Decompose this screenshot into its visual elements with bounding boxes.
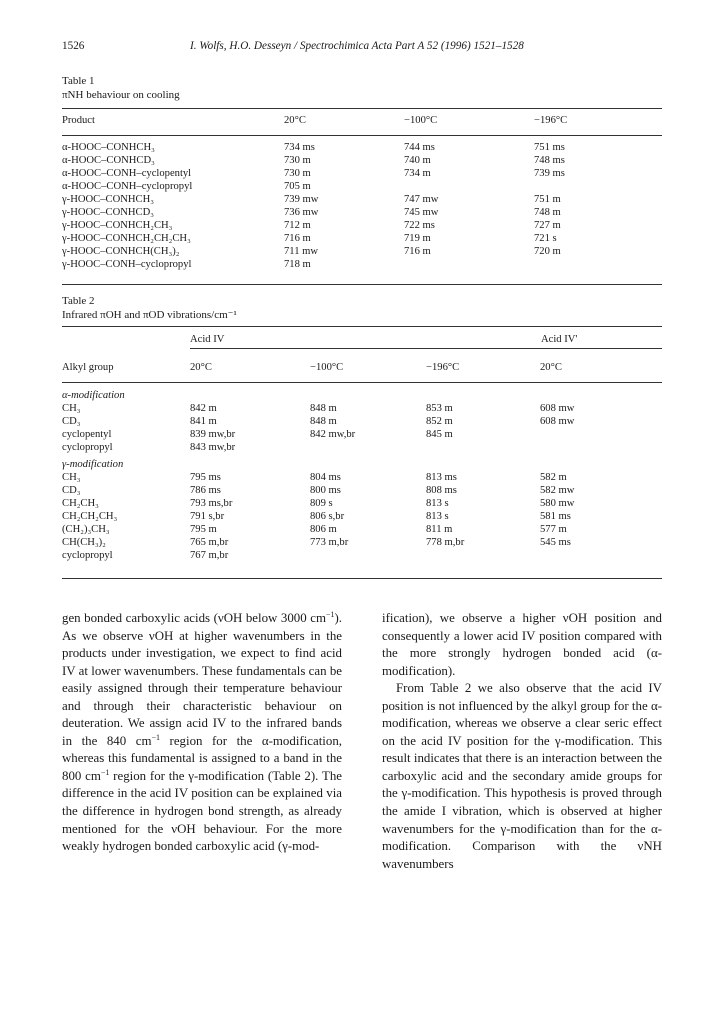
value-cell: [540, 441, 662, 454]
value-cell: 580 mw: [540, 498, 575, 509]
value-cell: [540, 549, 662, 562]
table-row: [62, 497, 662, 510]
value-cell: 740 m: [404, 155, 431, 166]
product-cell: γ-HOOC–CONHCD₃: [62, 207, 154, 218]
alkyl-group-cell: CH₂CH₃: [62, 498, 99, 509]
column-header: −100°C: [404, 115, 438, 126]
column-header: −196°C: [534, 115, 568, 126]
table2-header-rule: [62, 382, 662, 383]
table1-title: πNH behaviour on cooling: [62, 89, 180, 101]
value-cell: 813 s: [426, 498, 449, 509]
value-cell: 765 m,br: [190, 537, 229, 548]
table-row: [62, 141, 662, 154]
value-cell: 545 ms: [540, 537, 571, 548]
value-cell: 582 m: [540, 472, 567, 483]
table1-header: [62, 114, 662, 127]
body-paragraph: [62, 610, 342, 856]
body-paragraph: From Table 2 we also observe that the acid IV position is not influenced by the alkyl group for the α-modification, whereas we observe a clear seric effect on the acid IV position for the γ-modification. This result indicates that there is an interaction between the carboxylic acid and the secondary amide groups for the γ-modification. This hypothesis is proved through the amide I vibration, which is observed at higher wavenumbers for the γ-modification than for the α-modification. Comparison with the νNH wavenumbers: [382, 681, 662, 871]
text-run: ). As we observe νOH at higher wavenumbers in the products under investigation, we expect to find acid IV at lower wavenumbers. These fundamentals can be easily assigned through their temperature behaviour and through their characteristic behaviour on deuteration. We assign acid IV to the infrared bands in the 840 cm: [62, 611, 342, 748]
table-row: [62, 415, 662, 428]
value-cell: 843 mw,br: [190, 442, 236, 453]
section-row: [62, 389, 662, 402]
value-cell: 804 ms: [310, 472, 341, 483]
value-cell: 711 mw: [284, 246, 319, 257]
page-number: 1526: [62, 40, 85, 52]
alkyl-group-cell: cyclopentyl: [62, 429, 112, 440]
column-header: 20°C: [540, 362, 562, 373]
value-cell: 581 ms: [540, 511, 571, 522]
value-cell: 809 s: [310, 498, 333, 509]
value-cell: 608 mw: [540, 416, 575, 427]
value-cell: [534, 180, 662, 193]
column-header: 20°C: [190, 362, 212, 373]
value-cell: 739 ms: [534, 168, 565, 179]
value-cell: 795 m: [190, 524, 217, 535]
value-cell: 778 m,br: [426, 537, 465, 548]
value-cell: 722 ms: [404, 220, 435, 231]
table-row: [62, 232, 662, 245]
table2-group-rule: [190, 348, 662, 349]
alkyl-group-cell: CD₃: [62, 416, 81, 427]
value-cell: 795 ms: [190, 472, 221, 483]
table-row: [62, 402, 662, 415]
table2-title: Infrared πOH and πOD vibrations/cm⁻¹: [62, 309, 237, 321]
table-row: [62, 471, 662, 484]
value-cell: 813 s: [426, 511, 449, 522]
column-header: Product: [62, 115, 95, 126]
alkyl-group-cell: CD₃: [62, 485, 81, 496]
column-header: Alkyl group: [62, 362, 114, 373]
alkyl-group-cell: cyclopropyl: [62, 442, 113, 453]
value-cell: 734 m: [404, 168, 431, 179]
value-cell: 730 m: [284, 155, 311, 166]
value-cell: 852 m: [426, 416, 453, 427]
table-row: [62, 258, 662, 271]
value-cell: 582 mw: [540, 485, 575, 496]
product-cell: γ-HOOC–CONHCH₃: [62, 194, 154, 205]
value-cell: 730 m: [284, 168, 311, 179]
value-cell: 808 ms: [426, 485, 457, 496]
table2-label: Table 2: [62, 295, 95, 307]
value-cell: 813 ms: [426, 472, 457, 483]
value-cell: 608 mw: [540, 403, 575, 414]
value-cell: 734 ms: [284, 142, 315, 153]
running-header: [62, 40, 662, 56]
value-cell: 751 m: [534, 194, 561, 205]
column-header: −196°C: [426, 362, 460, 373]
table-row: [62, 549, 662, 562]
value-cell: 842 m: [190, 403, 217, 414]
value-cell: 853 m: [426, 403, 453, 414]
value-cell: [426, 441, 540, 454]
value-cell: 842 mw,br: [310, 429, 356, 440]
table-row: [62, 206, 662, 219]
value-cell: 716 m: [404, 246, 431, 257]
product-cell: α-HOOC–CONHCH₃: [62, 142, 155, 153]
table-row: [62, 167, 662, 180]
text-run: region for the γ-modification (Table 2). The difference in the acid IV position can be explained via the difference in hydrogen bond strength, as already mentioned for the νOH behaviour. For the more weakly hydrogen bonded carboxylic acid (γ-mod-: [62, 768, 342, 854]
table2-body: [62, 389, 662, 562]
alkyl-group-cell: cyclopropyl: [62, 550, 113, 561]
section-label: γ-modification: [62, 459, 124, 470]
value-cell: 739 mw: [284, 194, 319, 205]
value-cell: [310, 549, 426, 562]
value-cell: 845 m: [426, 429, 453, 440]
table2-bottom-rule: [62, 578, 662, 579]
body-text-right-column: [382, 610, 662, 873]
table1-label: Table 1: [62, 75, 95, 87]
value-cell: 839 mw,br: [190, 429, 236, 440]
value-cell: 767 m,br: [190, 550, 229, 561]
value-cell: [404, 180, 534, 193]
product-cell: γ-HOOC–CONHCH₂CH₃: [62, 220, 173, 231]
table-row: [62, 245, 662, 258]
value-cell: [426, 549, 540, 562]
table-row: [62, 510, 662, 523]
value-cell: 748 ms: [534, 155, 565, 166]
table2-header: [62, 361, 662, 374]
value-cell: 744 ms: [404, 142, 435, 153]
value-cell: 748 m: [534, 207, 561, 218]
value-cell: 705 m: [284, 181, 311, 192]
text-run: region for the α-modification, whereas this fundamental is assigned to a band in the 800 cm: [62, 733, 342, 783]
value-cell: 719 m: [404, 233, 431, 244]
product-cell: γ-HOOC–CONH–cyclopropyl: [62, 259, 192, 270]
table1-header-rule: [62, 135, 662, 136]
product-cell: γ-HOOC–CONHCH₂CH₂CH₃: [62, 233, 191, 244]
column-header: 20°C: [284, 115, 306, 126]
value-cell: [534, 258, 662, 271]
value-cell: 786 ms: [190, 485, 221, 496]
value-cell: [404, 258, 534, 271]
table-row: [62, 484, 662, 497]
value-cell: 806 m: [310, 524, 337, 535]
value-cell: [540, 428, 662, 441]
section-row: [62, 458, 662, 471]
table2-top-rule: [62, 326, 662, 327]
value-cell: 800 ms: [310, 485, 341, 496]
value-cell: 806 s,br: [310, 511, 345, 522]
unit-exponent: −1: [325, 610, 335, 619]
value-cell: 736 mw: [284, 207, 319, 218]
value-cell: 716 m: [284, 233, 311, 244]
unit-exponent: −1: [100, 767, 110, 777]
value-cell: 721 s: [534, 233, 557, 244]
unit-exponent: −1: [151, 732, 160, 742]
product-cell: α-HOOC–CONH–cyclopropyl: [62, 181, 193, 192]
value-cell: 791 s,br: [190, 511, 225, 522]
value-cell: 727 m: [534, 220, 561, 231]
table-row: [62, 193, 662, 206]
value-cell: 793 ms,br: [190, 498, 233, 509]
value-cell: 747 mw: [404, 194, 439, 205]
value-cell: 773 m,br: [310, 537, 349, 548]
table-row: [62, 523, 662, 536]
value-cell: 745 mw: [404, 207, 439, 218]
value-cell: 720 m: [534, 246, 561, 257]
section-label: α-modification: [62, 390, 125, 401]
table-row: [62, 428, 662, 441]
text-run: gen bonded carboxylic acids (νOH below 3000 cm: [62, 611, 326, 625]
table-row: [62, 219, 662, 232]
table-row: [62, 154, 662, 167]
table-row: [62, 180, 662, 193]
table2-group-acid-iv-prime: Acid IV': [541, 334, 578, 345]
product-cell: α-HOOC–CONH–cyclopentyl: [62, 168, 192, 179]
value-cell: 751 ms: [534, 142, 565, 153]
table-row: [62, 441, 662, 454]
body-text-left-column: [62, 610, 342, 856]
value-cell: 848 m: [310, 403, 337, 414]
product-cell: γ-HOOC–CONHCH(CH₃)₂: [62, 246, 180, 257]
table1-top-rule: [62, 108, 662, 109]
alkyl-group-cell: CH₂CH₂CH₃: [62, 511, 118, 522]
value-cell: [310, 441, 426, 454]
value-cell: 811 m: [426, 524, 453, 535]
body-paragraph: ification), we observe a higher νOH position and consequently a lower acid IV position compared with the more strongly hydrogen bonded acid (α-modification).: [382, 611, 662, 678]
value-cell: 848 m: [310, 416, 337, 427]
product-cell: α-HOOC–CONHCD₃: [62, 155, 155, 166]
alkyl-group-cell: CH₃: [62, 472, 81, 483]
alkyl-group-cell: (CH₂)₃CH₃: [62, 524, 110, 535]
table2-group-acid-iv: Acid IV: [190, 334, 225, 345]
value-cell: 841 m: [190, 416, 217, 427]
table1-body: [62, 141, 662, 271]
value-cell: 712 m: [284, 220, 311, 231]
column-header: −100°C: [310, 362, 344, 373]
value-cell: 718 m: [284, 259, 311, 270]
alkyl-group-cell: CH₃: [62, 403, 81, 414]
table1-bottom-rule: [62, 284, 662, 285]
table-row: [62, 536, 662, 549]
value-cell: 577 m: [540, 524, 567, 535]
alkyl-group-cell: CH(CH₃)₂: [62, 537, 106, 548]
running-head: I. Wolfs, H.O. Desseyn / Spectrochimica Acta Part A 52 (1996) 1521–1528: [190, 40, 524, 52]
